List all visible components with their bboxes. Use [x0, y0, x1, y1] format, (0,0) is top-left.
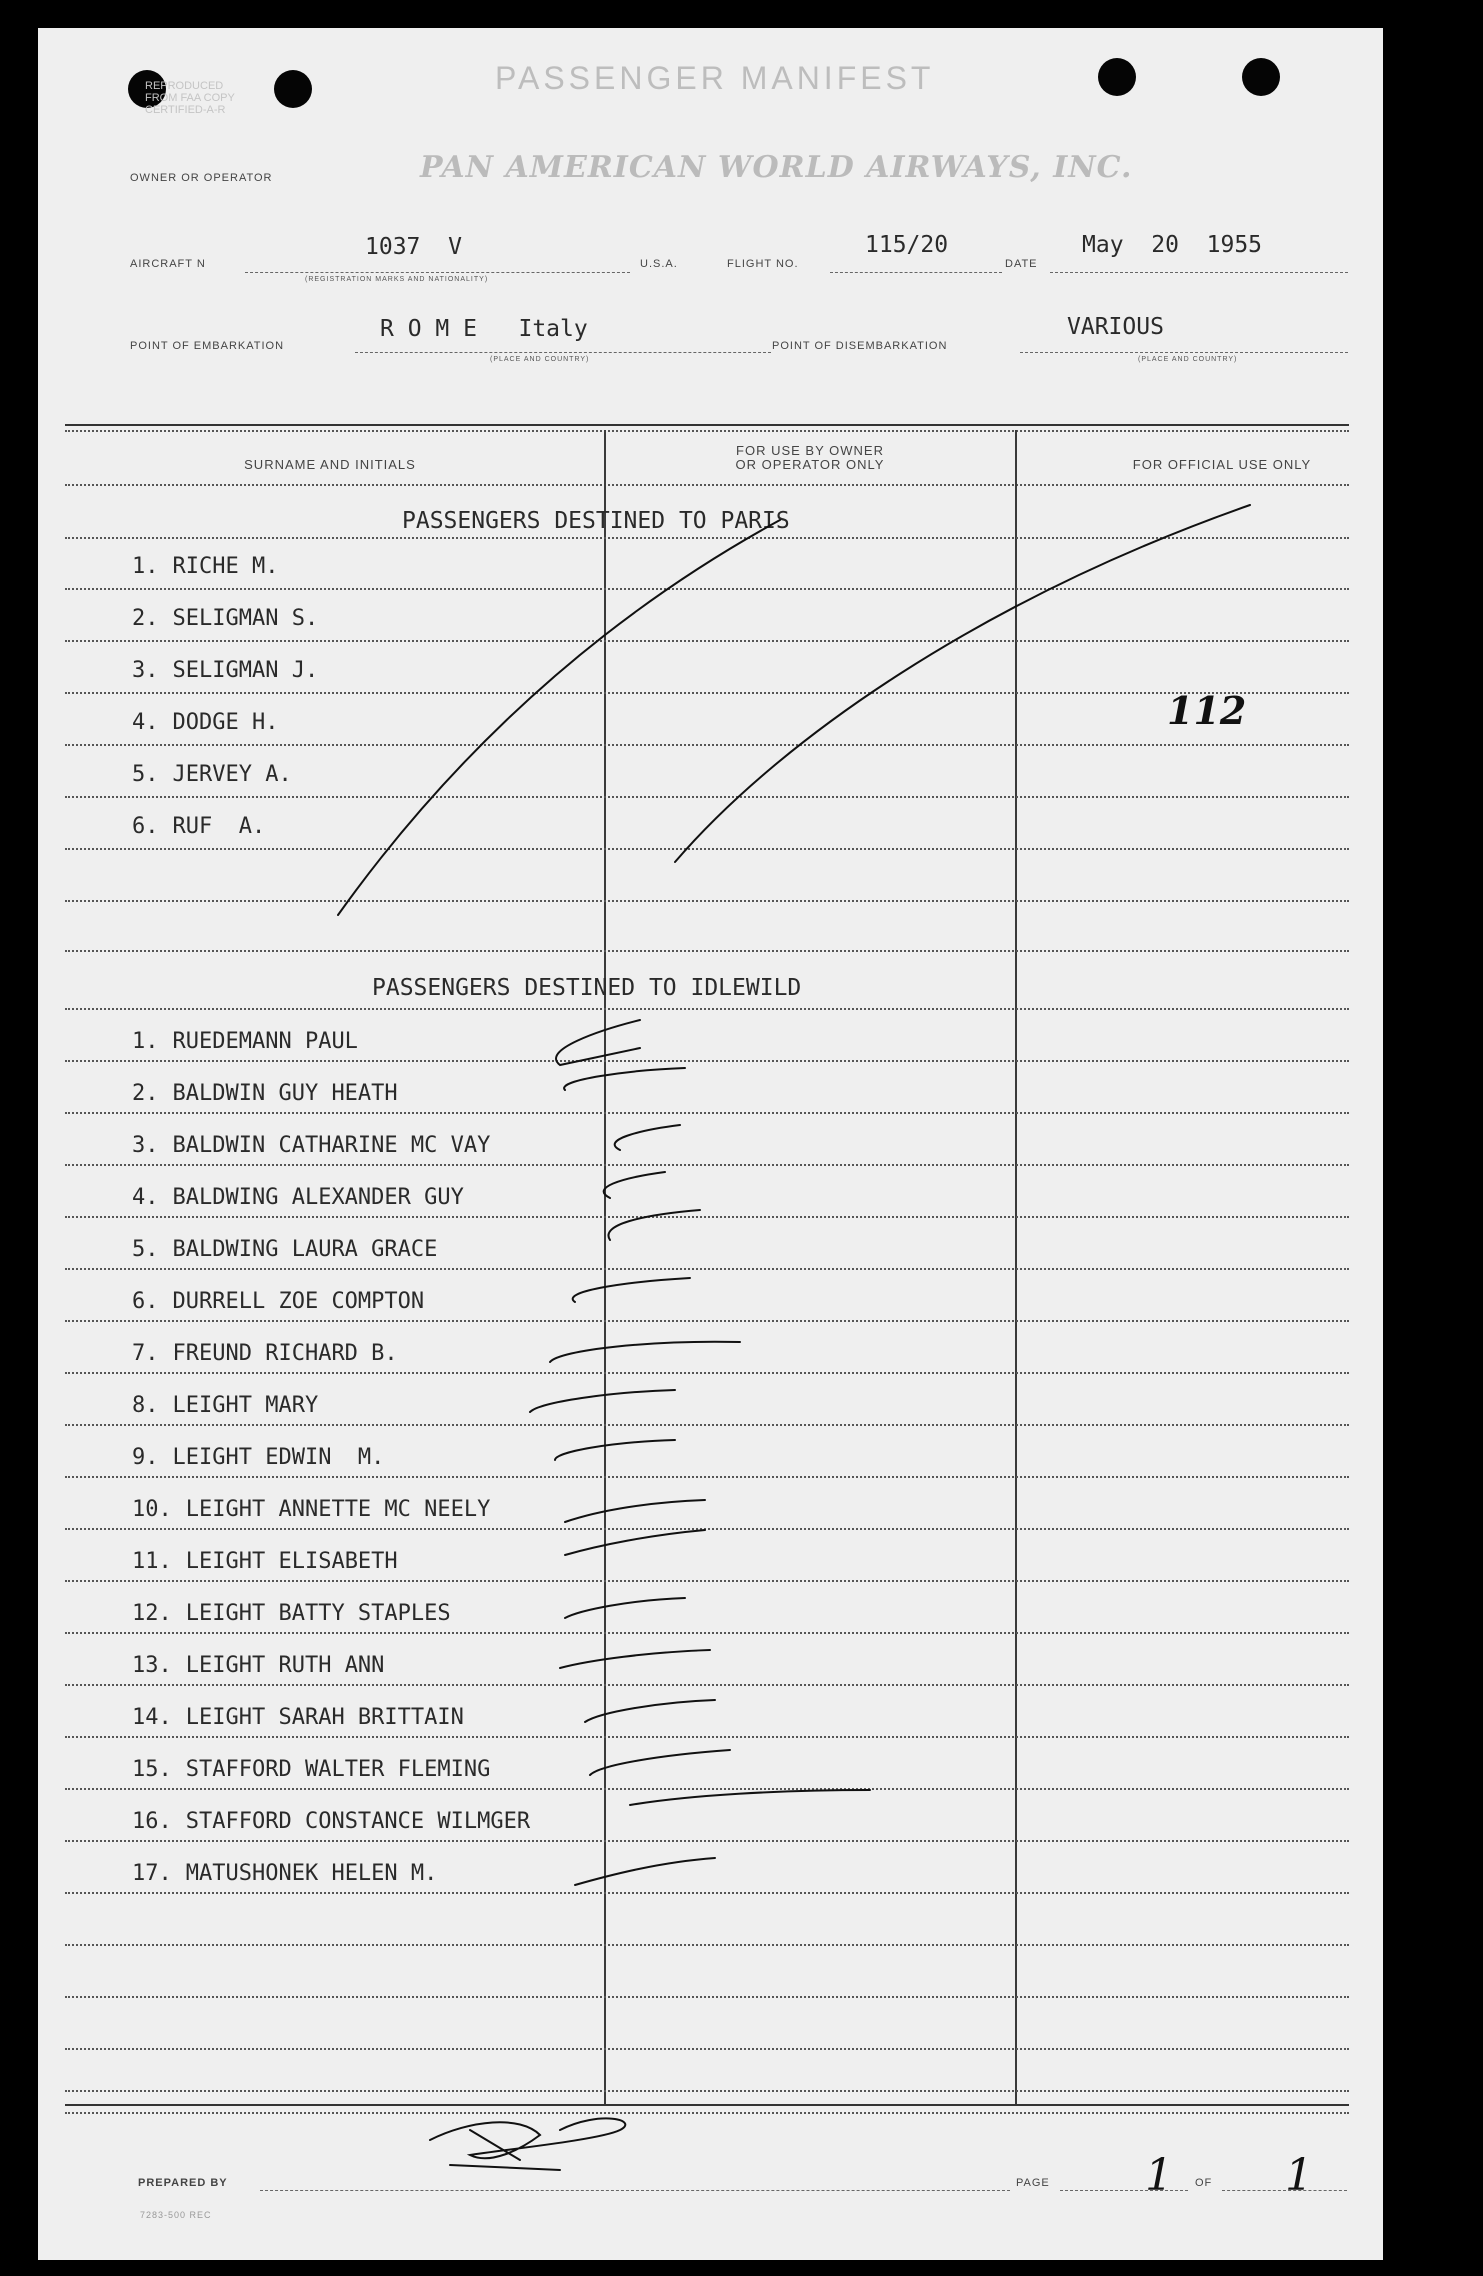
form-code: 7283-500 REC: [140, 2210, 212, 2220]
passenger-number: 5.: [132, 762, 159, 787]
passenger-number: 1.: [132, 554, 159, 579]
stamp-line: FROM FAA COPY: [145, 92, 235, 104]
passenger-name: RUEDEMANN PAUL: [172, 1029, 358, 1054]
aircraft-value: 1037 V: [365, 234, 462, 260]
passenger-name: DURRELL ZOE COMPTON: [172, 1289, 425, 1314]
passenger-name: STAFFORD CONSTANCE WILMGER: [185, 1809, 531, 1834]
passenger-name: DODGE H.: [172, 710, 279, 735]
of-line: [1222, 2190, 1347, 2191]
tick-mark: [604, 1172, 665, 1198]
footer-top-rule-2: [65, 2112, 1349, 2114]
passenger-name: BALDWIN CATHARINE MC VAY: [172, 1133, 491, 1158]
passenger-number: 6.: [132, 814, 159, 839]
passenger-number: 12.: [132, 1601, 172, 1626]
passenger-name: SELIGMAN S.: [172, 606, 319, 631]
aircraft-sublabel: (REGISTRATION MARKS AND NATIONALITY): [305, 276, 489, 283]
tick-mark: [555, 1440, 675, 1460]
passenger-number: 3.: [132, 658, 159, 683]
passenger-name: LEIGHT ELISABETH: [185, 1549, 398, 1574]
col-surname: SURNAME AND INITIALS: [244, 457, 416, 472]
section-heading-idlewild: PASSENGERS DESTINED TO IDLEWILD: [372, 975, 802, 1001]
paris-strike-line: [338, 520, 780, 915]
passenger-number: 6.: [132, 1289, 159, 1314]
aircraft-label: AIRCRAFT N: [130, 258, 206, 270]
passenger-name: JERVEY A.: [172, 762, 292, 787]
passenger-name: LEIGHT EDWIN M.: [172, 1445, 385, 1470]
disembark-sublabel: (PLACE AND COUNTRY): [1138, 356, 1238, 363]
passenger-number: 10.: [132, 1497, 172, 1522]
date-value: May 20 1955: [1082, 232, 1263, 258]
manifest-title: PASSENGER MANIFEST: [495, 60, 935, 96]
prepared-line: [260, 2190, 1010, 2191]
flight-label: FLIGHT NO.: [727, 258, 799, 270]
of-label: OF: [1195, 2177, 1213, 2189]
section-heading-paris: PASSENGERS DESTINED TO PARIS: [402, 508, 790, 534]
passenger-name: BALDWING ALEXANDER GUY: [172, 1185, 464, 1210]
disembark-label: POINT OF DISEMBARKATION: [772, 340, 948, 352]
tick-mark: [565, 1530, 705, 1555]
embark-value: R O M E Italy: [380, 316, 588, 342]
tick-mark: [585, 1700, 715, 1722]
passenger-name: STAFFORD WALTER FLEMING: [185, 1757, 491, 1782]
tick-mark: [575, 1858, 715, 1885]
tick-mark: [550, 1342, 740, 1362]
owner-operator: PAN AMERICAN WORLD AIRWAYS, INC.: [420, 150, 1133, 185]
tick-mark: [573, 1278, 690, 1302]
prepared-label: PREPARED BY: [138, 2177, 228, 2189]
usa-label: U.S.A.: [640, 258, 678, 270]
passenger-name: RICHE M.: [172, 554, 279, 579]
official-handwritten-number: 112: [1167, 688, 1247, 733]
passenger-name: LEIGHT SARAH BRITTAIN: [185, 1705, 464, 1730]
passenger-number: 11.: [132, 1549, 172, 1574]
embark-sublabel: (PLACE AND COUNTRY): [490, 356, 590, 363]
passenger-number: 16.: [132, 1809, 172, 1834]
page-label: PAGE: [1016, 2177, 1050, 2189]
passenger-number: 9.: [132, 1445, 159, 1470]
page-total-mark: 1: [1285, 2150, 1313, 2201]
passenger-name: SELIGMAN J.: [172, 658, 319, 683]
passenger-number: 8.: [132, 1393, 159, 1418]
passenger-number: 14.: [132, 1705, 172, 1730]
embark-label: POINT OF EMBARKATION: [130, 340, 285, 352]
passenger-number: 7.: [132, 1341, 159, 1366]
footer-top-rule: [65, 2104, 1349, 2106]
paris-strike-line: [675, 505, 1250, 862]
flight-value: 115/20: [865, 232, 949, 258]
passenger-name: MATUSHONEK HELEN M.: [185, 1861, 438, 1886]
date-label: DATE: [1005, 258, 1038, 270]
passenger-number: 4.: [132, 710, 159, 735]
tick-mark: [556, 1020, 640, 1065]
tick-mark: [565, 1500, 705, 1522]
passenger-number: 2.: [132, 1081, 159, 1106]
tick-mark: [560, 1650, 710, 1668]
passenger-name: RUF A.: [172, 814, 266, 839]
owner-label: OWNER OR OPERATOR: [130, 172, 273, 184]
passenger-number: 15.: [132, 1757, 172, 1782]
passenger-number: 2.: [132, 606, 159, 631]
tick-mark: [565, 1598, 685, 1618]
passenger-name: LEIGHT MARY: [172, 1393, 319, 1418]
passenger-name: LEIGHT RUTH ANN: [185, 1653, 385, 1678]
passenger-name: FREUND RICHARD B.: [172, 1341, 398, 1366]
disembark-value: VARIOUS: [1067, 314, 1164, 340]
tick-mark: [608, 1210, 700, 1240]
stamp-line: CERTIFIED-A-R: [145, 104, 226, 116]
col-owner-use-line: OR OPERATOR ONLY: [735, 457, 885, 472]
passenger-number: 13.: [132, 1653, 172, 1678]
tick-mark: [590, 1750, 730, 1775]
passenger-number: 5.: [132, 1237, 159, 1262]
col-owner-use-line: FOR USE BY OWNER: [736, 443, 884, 458]
passenger-name: LEIGHT ANNETTE MC NEELY: [185, 1497, 491, 1522]
passenger-number: 3.: [132, 1133, 159, 1158]
tick-mark: [615, 1125, 680, 1150]
passenger-name: LEIGHT BATTY STAPLES: [185, 1601, 451, 1626]
preparer-signature: [430, 2118, 625, 2170]
tick-mark: [564, 1068, 685, 1090]
col-official-use: FOR OFFICIAL USE ONLY: [1132, 457, 1312, 472]
passenger-name: BALDWIN GUY HEATH: [172, 1081, 398, 1106]
page-number-mark: 1: [1145, 2150, 1173, 2201]
page-line: [1060, 2190, 1188, 2191]
passenger-number: 17.: [132, 1861, 172, 1886]
passenger-number: 4.: [132, 1185, 159, 1210]
stamp-line: REPRODUCED: [145, 80, 224, 92]
tick-mark: [630, 1790, 870, 1805]
passenger-number: 1.: [132, 1029, 159, 1054]
passenger-name: BALDWING LAURA GRACE: [172, 1237, 438, 1262]
tick-mark: [530, 1390, 675, 1412]
